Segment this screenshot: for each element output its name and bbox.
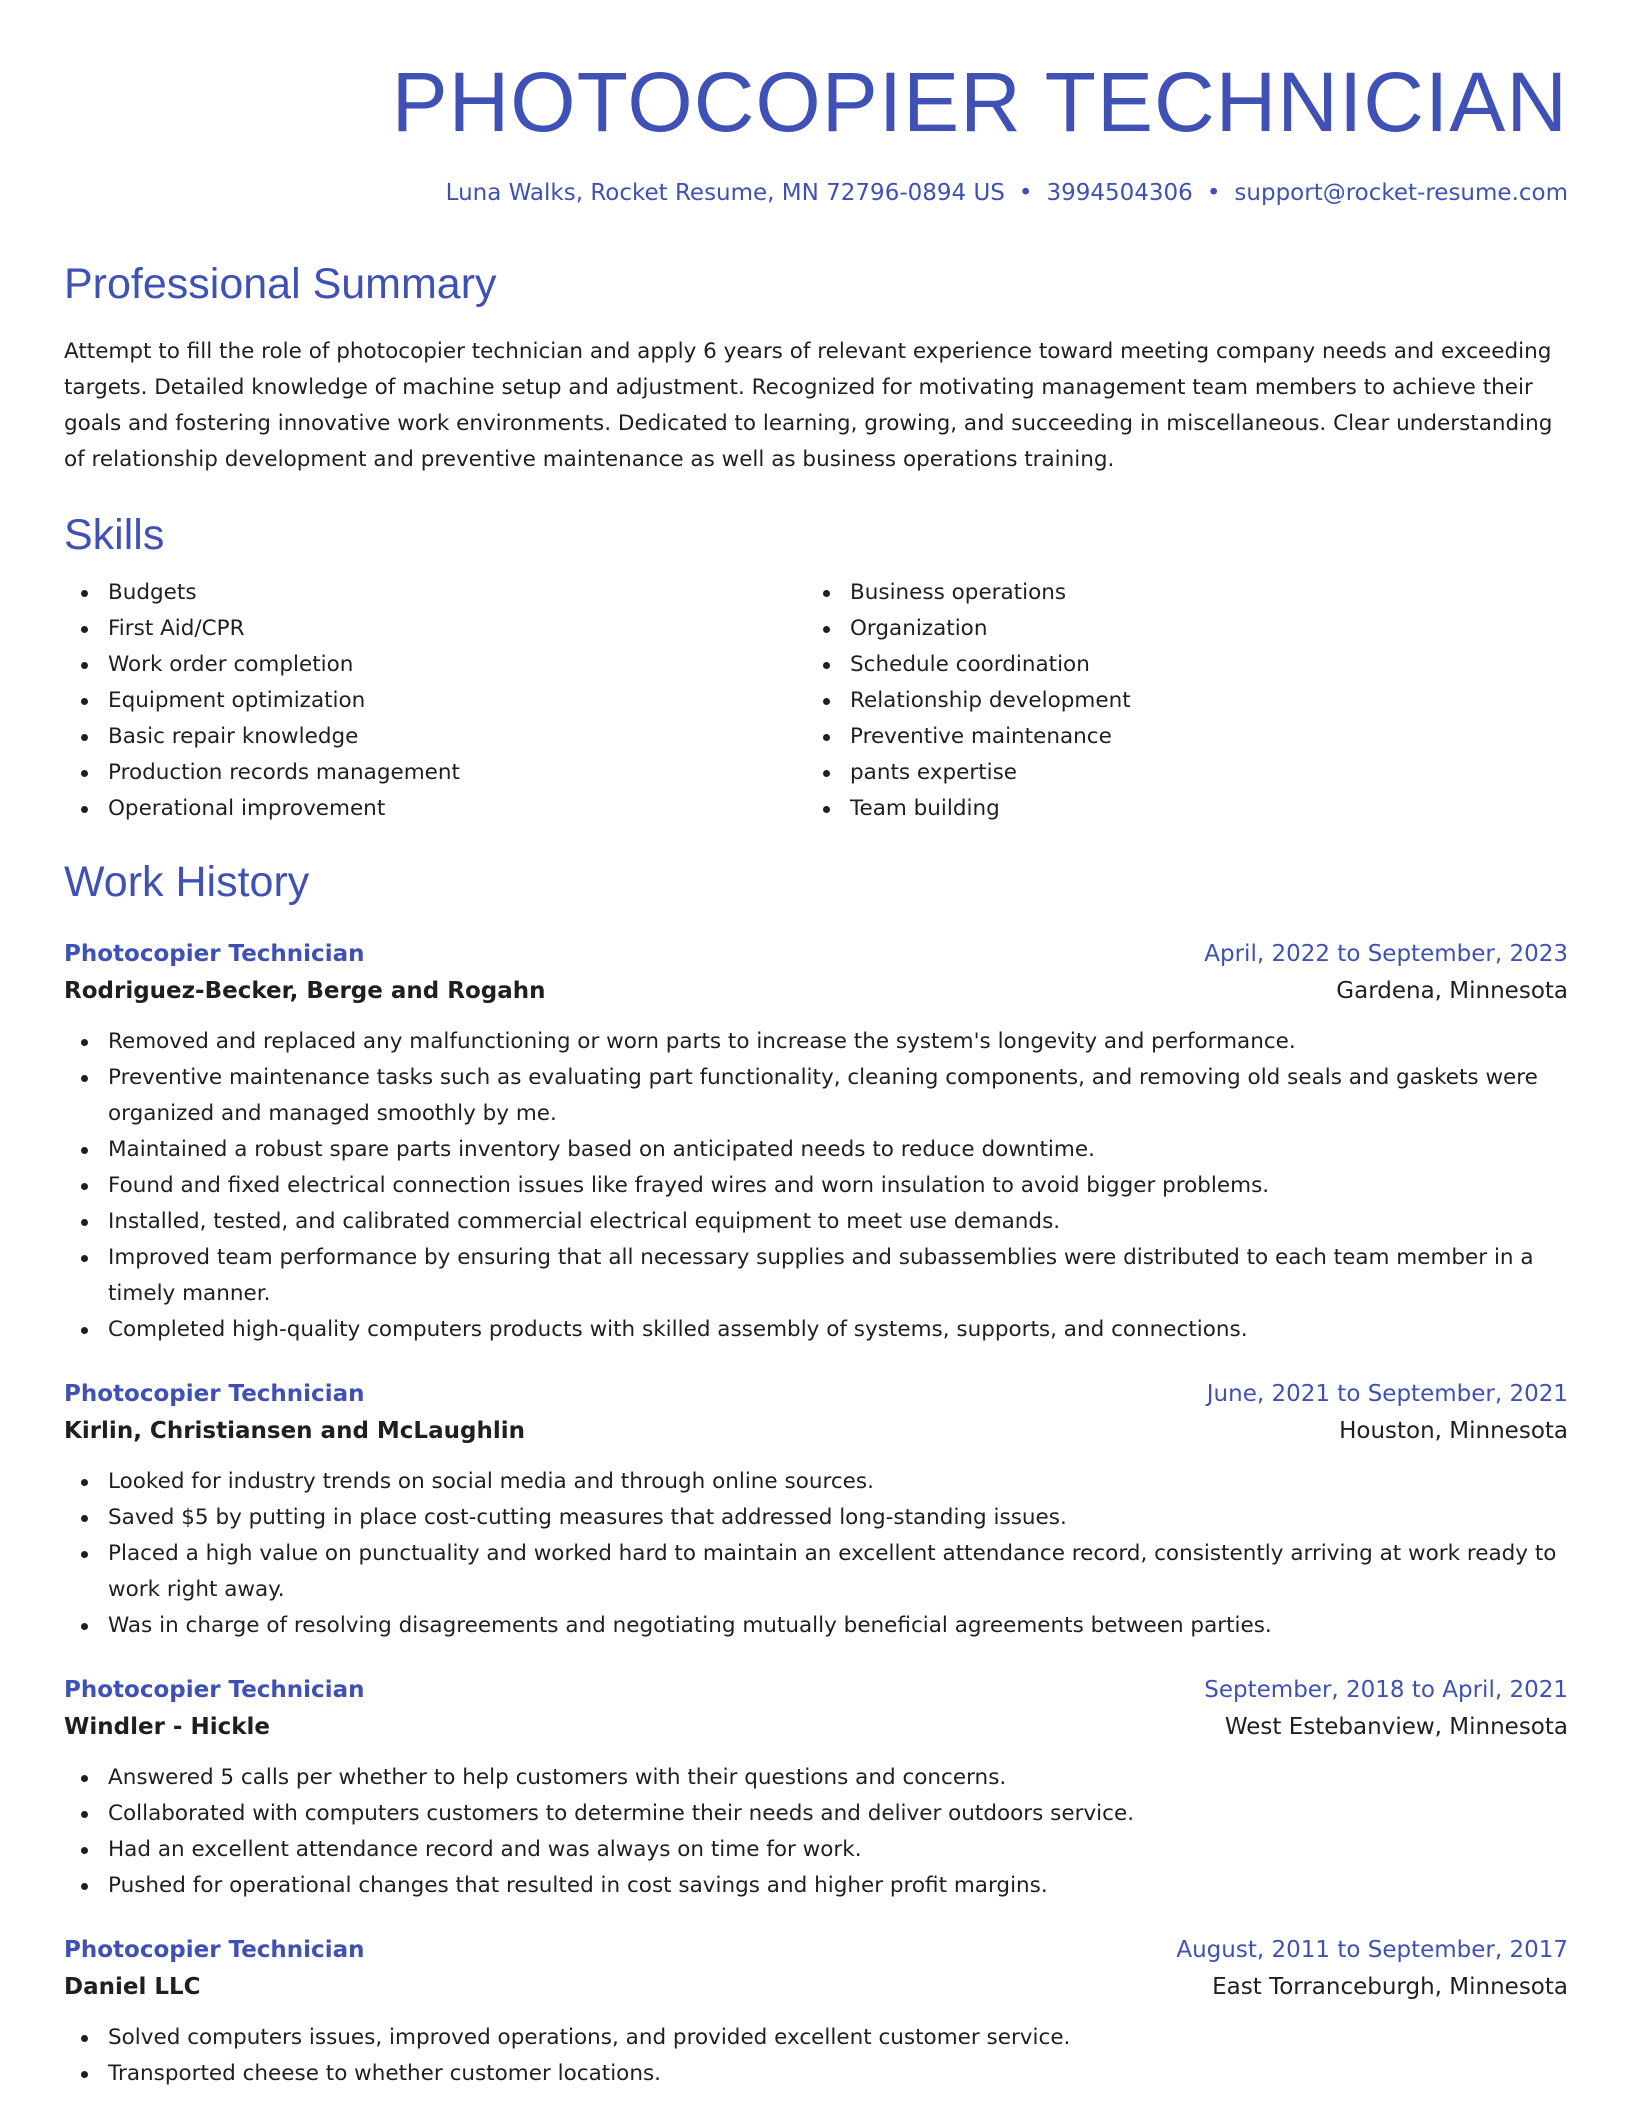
job-company-row <box>64 1708 1568 1746</box>
skills-list <box>64 575 1568 827</box>
job-bullet: Found and fixed electrical connection issues like frayed wires and worn insulation to avoid bigger problems. <box>64 1168 1568 1204</box>
job-entry <box>64 1376 1568 1644</box>
skill-item: Work order completion <box>64 647 806 683</box>
job-bullet: Removed and replaced any malfunctioning or worn parts to increase the system's longevity and performance. <box>64 1024 1568 1060</box>
job-company: Kirlin, Christiansen and McLaughlin <box>64 1418 525 1444</box>
contact-email[interactable]: support@rocket-resume.com <box>1234 180 1568 206</box>
skill-item: Basic repair knowledge <box>64 719 806 755</box>
work-history-heading: Work History <box>64 858 310 906</box>
job-location: Houston, Minnesota <box>1339 1418 1568 1444</box>
summary-heading: Professional Summary <box>64 260 497 308</box>
job-entry <box>64 1672 1568 1904</box>
summary-section <box>64 260 1568 478</box>
job-company-row <box>64 1968 1568 2006</box>
job-title-row <box>64 1376 1568 1412</box>
job-company-row <box>64 1412 1568 1450</box>
job-location: East Torranceburgh, Minnesota <box>1212 1974 1568 2000</box>
skills-heading: Skills <box>64 511 165 559</box>
skills-section <box>64 511 1568 827</box>
work-history-section <box>64 858 1568 2092</box>
job-bullets <box>64 2020 1568 2092</box>
summary-text: Attempt to fill the role of photocopier technician and apply 6 years of relevant experience toward meeting company needs and exceeding targets. Detailed knowledge of machine setup and adjustment. Recognized for motivating management team members to achieve their goals and fostering innovative work environments. Dedicated to learning, growing, and succeeding in miscellaneous. Clear understanding of relationship development and preventive maintenance as well as business operations training. <box>64 339 1553 472</box>
skills-column-left <box>64 575 806 827</box>
skill-item: Operational improvement <box>64 791 806 827</box>
skill-item: Budgets <box>64 575 806 611</box>
job-company: Rodriguez-Becker, Berge and Rogahn <box>64 978 546 1004</box>
job-title: Photocopier Technician <box>64 1677 365 1703</box>
job-bullet: Placed a high value on punctuality and worked hard to maintain an excellent attendance record, consistently arriving at work ready to work right away. <box>64 1536 1568 1608</box>
job-title-row <box>64 1672 1568 1708</box>
skill-item: Equipment optimization <box>64 683 806 719</box>
job-dates: June, 2021 to September, 2021 <box>1206 1381 1568 1407</box>
job-bullet: Maintained a robust spare parts inventory based on anticipated needs to reduce downtime. <box>64 1132 1568 1168</box>
job-bullet: Transported cheese to whether customer locations. <box>64 2056 1568 2092</box>
skill-item: Relationship development <box>806 683 1548 719</box>
skill-item: Organization <box>806 611 1548 647</box>
job-title-row <box>64 1932 1568 1968</box>
skill-item: Business operations <box>806 575 1548 611</box>
job-bullet: Saved $5 by putting in place cost-cutting measures that addressed long-standing issues. <box>64 1500 1568 1536</box>
job-dates: September, 2018 to April, 2021 <box>1204 1677 1568 1703</box>
job-bullet: Completed high-quality computers products with skilled assembly of systems, supports, and connections. <box>64 1312 1568 1348</box>
skill-item: Production records management <box>64 755 806 791</box>
job-bullets <box>64 1760 1568 1904</box>
job-dates: April, 2022 to September, 2023 <box>1204 941 1568 967</box>
job-entry <box>64 936 1568 1348</box>
skill-item: Preventive maintenance <box>806 719 1548 755</box>
job-location: West Estebanview, Minnesota <box>1224 1714 1568 1740</box>
skills-column-right <box>806 575 1548 827</box>
contact-address: Luna Walks, Rocket Resume, MN 72796-0894 US <box>445 180 1005 206</box>
job-location: Gardena, Minnesota <box>1336 978 1568 1004</box>
contact-phone: 3994504306 <box>1046 180 1193 206</box>
contact-line <box>64 182 1568 205</box>
job-company: Daniel LLC <box>64 1974 201 2000</box>
job-dates: August, 2011 to September, 2017 <box>1176 1937 1568 1963</box>
job-title: Photocopier Technician <box>64 941 365 967</box>
job-bullet: Answered 5 calls per whether to help customers with their questions and concerns. <box>64 1760 1568 1796</box>
job-entry <box>64 1932 1568 2092</box>
job-bullet: Preventive maintenance tasks such as evaluating part functionality, cleaning components, and removing old seals and gaskets were organized and managed smoothly by me. <box>64 1060 1568 1132</box>
job-title-row <box>64 936 1568 972</box>
job-bullet: Installed, tested, and calibrated commercial electrical equipment to meet use demands. <box>64 1204 1568 1240</box>
job-bullet: Had an excellent attendance record and was always on time for work. <box>64 1832 1568 1868</box>
job-company: Windler - Hickle <box>64 1714 271 1740</box>
contact-separator: • <box>1206 180 1221 206</box>
job-bullets <box>64 1464 1568 1644</box>
skill-item: Schedule coordination <box>806 647 1548 683</box>
job-bullet: Solved computers issues, improved operations, and provided excellent customer service. <box>64 2020 1568 2056</box>
skill-item: First Aid/CPR <box>64 611 806 647</box>
job-title: Photocopier Technician <box>64 1381 365 1407</box>
skill-item: pants expertise <box>806 755 1548 791</box>
job-title: Photocopier Technician <box>64 1937 365 1963</box>
job-bullet: Looked for industry trends on social media and through online sources. <box>64 1464 1568 1500</box>
job-bullet: Was in charge of resolving disagreements and negotiating mutually beneficial agreements between parties. <box>64 1608 1568 1644</box>
resume-header <box>64 0 1568 205</box>
skill-item: Team building <box>806 791 1548 827</box>
job-company-row <box>64 972 1568 1010</box>
contact-separator: • <box>1018 180 1033 206</box>
job-bullet: Collaborated with computers customers to determine their needs and deliver outdoors service. <box>64 1796 1568 1832</box>
job-bullet: Improved team performance by ensuring that all necessary supplies and subassemblies were distributed to each team member in a timely manner. <box>64 1240 1568 1312</box>
job-bullets <box>64 1024 1568 1348</box>
job-bullet: Pushed for operational changes that resulted in cost savings and higher profit margins. <box>64 1868 1568 1904</box>
resume-title: PHOTOCOPIER TECHNICIAN <box>391 55 1568 149</box>
